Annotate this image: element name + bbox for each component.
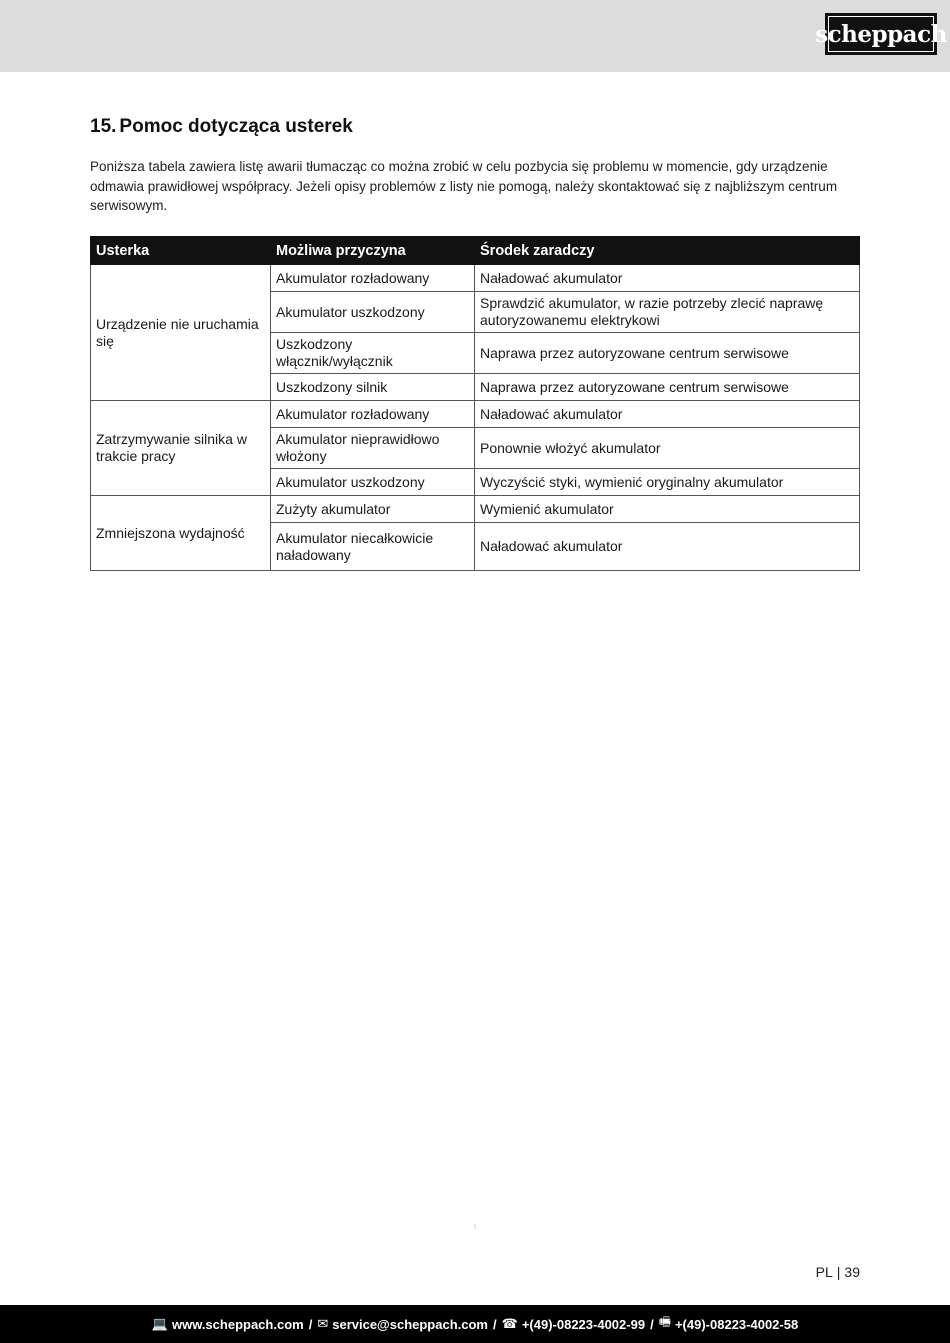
footer-phone: +(49)-08223-4002-99 — [521, 1316, 646, 1332]
cause-cell: Akumulator rozładowany — [271, 265, 475, 292]
phone-icon: ☎ — [501, 1316, 518, 1331]
remedy-cell: Sprawdzić akumulator, w razie potrzeby zlecić naprawę autoryzowanemu elektrykowi — [475, 292, 860, 333]
fault-cell: Urządzenie nie uruchamia się — [91, 265, 271, 401]
remedy-cell: Wymienić akumulator — [475, 496, 860, 523]
table-row — [91, 265, 860, 292]
cause-cell: Akumulator niecałkowicie naładowany — [271, 523, 475, 571]
troubleshooting-table — [90, 236, 860, 571]
table-header-row — [91, 237, 860, 265]
email-icon: ✉ — [317, 1316, 329, 1331]
remedy-cell: Naładować akumulator — [475, 523, 860, 571]
footer-website[interactable]: www.scheppach.com — [171, 1316, 304, 1332]
page-number — [816, 1264, 860, 1280]
logo-text: scheppach — [815, 20, 947, 48]
page-marker: I — [474, 1224, 476, 1231]
cause-cell: Zużyty akumulator — [271, 496, 475, 523]
fault-cell: Zatrzymywanie silnika w trakcie pracy — [91, 401, 271, 496]
table-row — [91, 496, 860, 523]
header-remedy: Środek zaradczy — [475, 237, 860, 265]
cause-cell: Uszkodzony włącznik/wyłącznik — [271, 333, 475, 374]
remedy-cell: Naprawa przez autoryzowane centrum serwisowe — [475, 374, 860, 401]
footer-fax: +(49)-08223-4002-58 — [674, 1316, 799, 1332]
remedy-cell: Ponownie włożyć akumulator — [475, 428, 860, 469]
section-number: 15. — [90, 116, 117, 137]
cause-cell: Akumulator rozładowany — [271, 401, 475, 428]
cause-cell: Akumulator uszkodzony — [271, 469, 475, 496]
language-code: PL — [815, 1264, 833, 1280]
page-separator: | — [836, 1264, 841, 1280]
header-cause: Możliwa przyczyna — [271, 237, 475, 265]
remedy-cell: Naładować akumulator — [475, 265, 860, 292]
remedy-cell: Wyczyścić styki, wymienić oryginalny akumulator — [475, 469, 860, 496]
page-number-value: 39 — [844, 1264, 860, 1280]
footer-email[interactable]: service@scheppach.com — [332, 1316, 488, 1332]
cause-cell: Akumulator nieprawidłowo włożony — [271, 428, 475, 469]
footer-bar — [0, 1305, 950, 1343]
section-title: Pomoc dotycząca usterek — [119, 116, 353, 137]
intro-paragraph: Poniższa tabela zawiera listę awarii tłumacząc co można zrobić w celu pozbycia się problemu w momencie, gdy urządzenie odmawia prawidłowej współpracy. Jeżeli opisy problemów z listy nie pomogą, należy skontaktować się z najbliższym centrum serwisowym. — [90, 159, 838, 213]
brand-logo — [815, 13, 947, 55]
header-band — [0, 0, 950, 72]
header-fault: Usterka — [91, 237, 271, 265]
cause-cell: Akumulator uszkodzony — [271, 292, 475, 333]
footer-separator: / — [308, 1316, 313, 1332]
cause-cell: Uszkodzony silnik — [271, 374, 475, 401]
computer-icon: 💻 — [151, 1316, 168, 1331]
footer-separator: / — [493, 1316, 497, 1332]
fault-cell: Zmniejszona wydajność — [91, 496, 271, 571]
footer-separator: / — [650, 1316, 654, 1332]
remedy-cell: Naładować akumulator — [475, 401, 860, 428]
section-heading — [90, 116, 353, 138]
remedy-cell: Naprawa przez autoryzowane centrum serwisowe — [475, 333, 860, 374]
fax-icon: 🖷 — [658, 1314, 671, 1329]
table-row — [91, 401, 860, 428]
